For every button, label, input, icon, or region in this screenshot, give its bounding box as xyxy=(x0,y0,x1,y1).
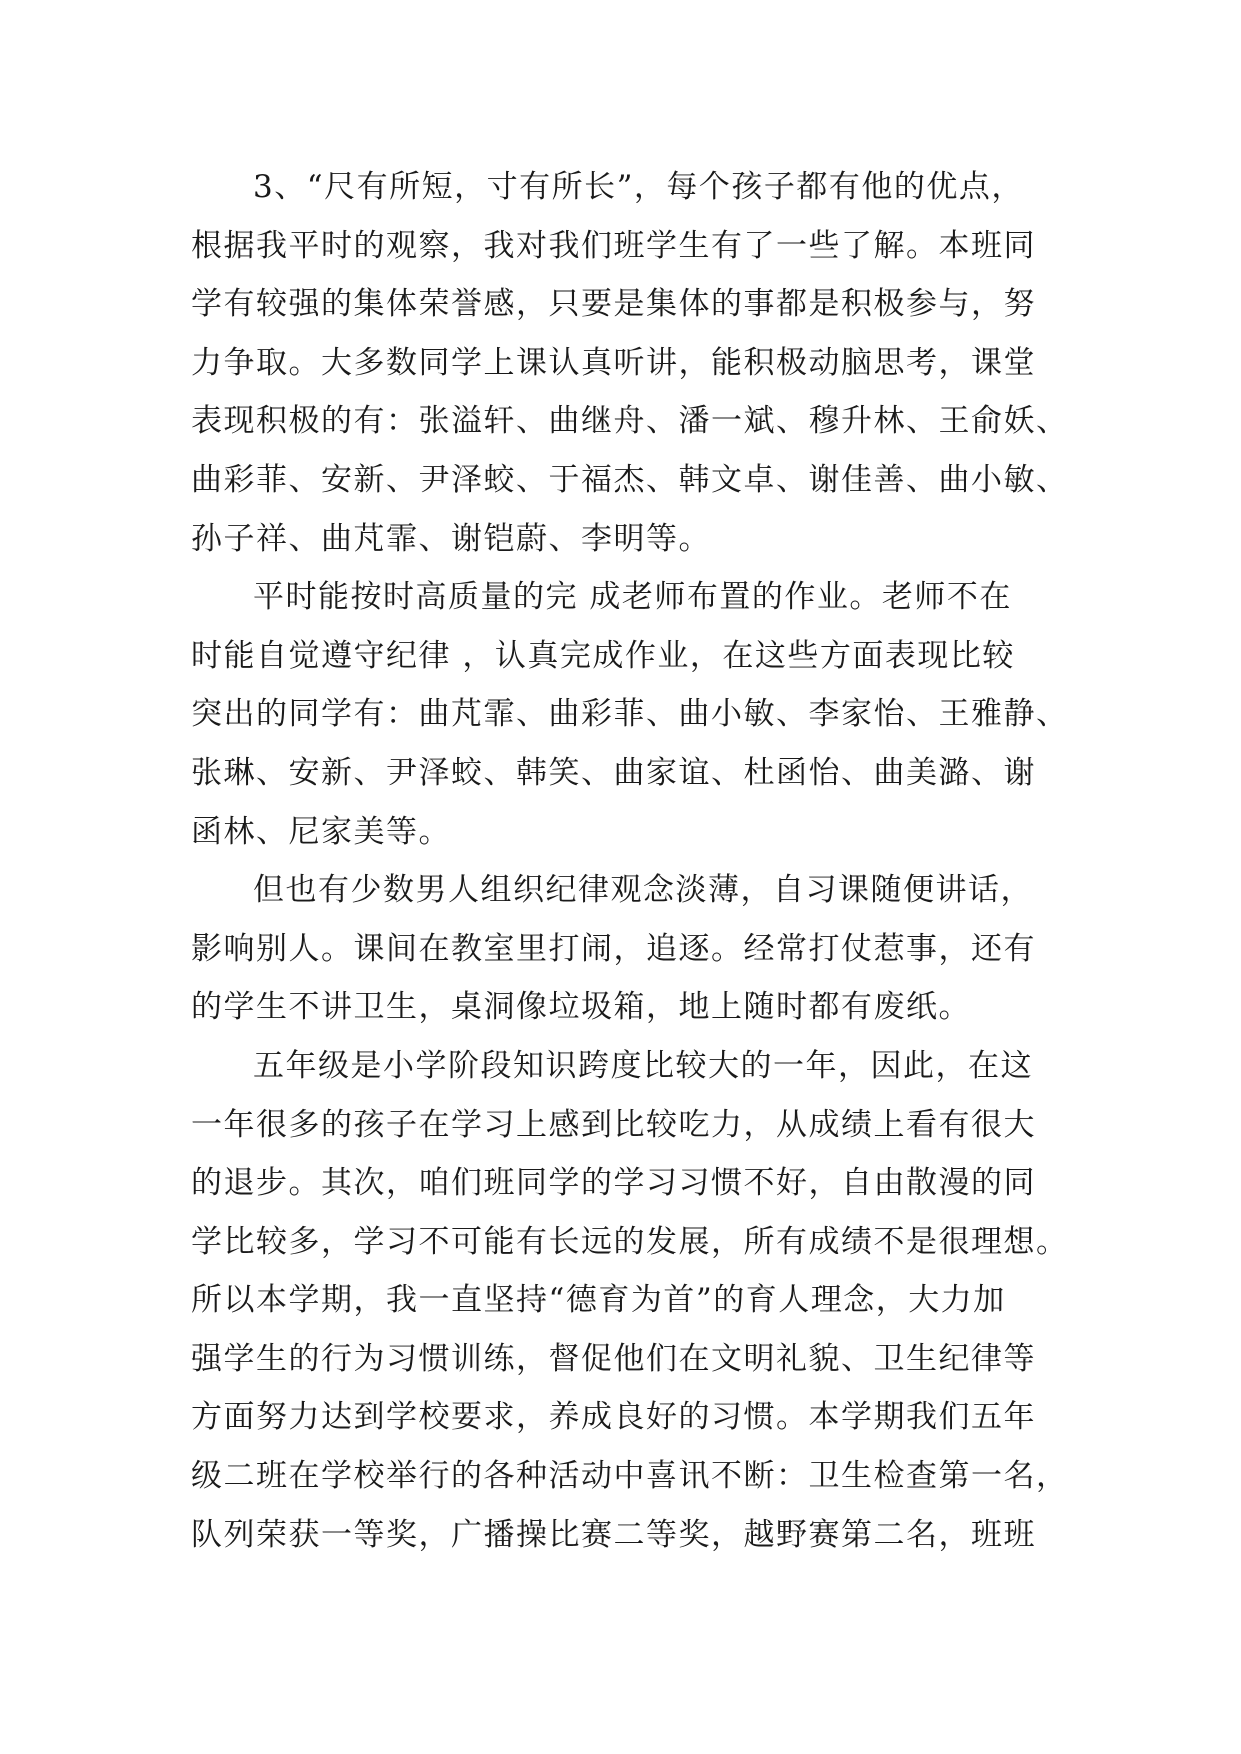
paragraph-first-line: 3、“尺有所短，寸有所长”，每个孩子都有他的优点， xyxy=(253,169,1024,205)
text-line: 影响别人。课间在教室里打闹，追逐。经常打仗惹事，还有 xyxy=(191,930,1036,967)
text-line: 学比较多，学习不可能有长远的发展，所有成绩不是很理想。 xyxy=(191,1223,1069,1260)
text-line: 学有较强的集体荣誉感，只要是集体的事都是积极参与，努 xyxy=(191,286,1036,323)
paragraph-first-line: 平时能按时高质量的完 成老师布置的作业。老师不在 xyxy=(253,579,1012,616)
text-line: 方面努力达到学校要求，养成良好的习惯。本学期我们五年 xyxy=(191,1399,1036,1436)
paragraph-first-line: 五年级是小学阶段知识跨度比较大的一年，因此，在这 xyxy=(253,1047,1033,1084)
text-line: 力争取。大多数同学上课认真听讲，能积极动脑思考，课堂 xyxy=(191,344,1036,381)
text-line: 张琳、安新、尹泽蛟、韩笑、曲家谊、杜函怡、曲美潞、谢 xyxy=(191,754,1036,791)
text-line: 的退步。其次，咱们班同学的学习习惯不好，自由散漫的同 xyxy=(191,1165,1036,1202)
text-line: 队列荣获一等奖，广播操比赛二等奖，越野赛第二名，班班 xyxy=(191,1516,1036,1553)
paragraph-first-line: 但也有少数男人组织纪律观念淡薄，自习课随便讲话， xyxy=(253,872,1033,909)
text-line: 函林、尼家美等。 xyxy=(191,813,451,850)
text-line: 所以本学期，我一直坚持“德育为首”的育人理念，大力加 xyxy=(191,1282,1006,1319)
text-line: 根据我平时的观察，我对我们班学生有了一些了解。本班同 xyxy=(191,227,1036,264)
text-line: 一年很多的孩子在学习上感到比较吃力，从成绩上看有很大 xyxy=(191,1106,1036,1143)
text-line: 孙子祥、曲芃霏、谢铠蔚、李明等。 xyxy=(191,520,711,557)
text-line: 表现积极的有：张溢轩、曲继舟、潘一斌、穆升林、王俞妖、 xyxy=(191,403,1069,440)
text-line: 曲彩菲、安新、尹泽蛟、于福杰、韩文卓、谢佳善、曲小敏、 xyxy=(191,461,1069,498)
text-line: 的学生不讲卫生，桌洞像垃圾箱，地上随时都有废纸。 xyxy=(191,989,971,1026)
body-text xyxy=(191,158,1069,1564)
text-line: 强学生的行为习惯训练，督促他们在文明礼貌、卫生纪律等 xyxy=(191,1340,1036,1377)
text-line: 级二班在学校举行的各种活动中喜讯不断：卫生检查第一名， xyxy=(191,1458,1069,1495)
text-line: 突出的同学有：曲芃霏、曲彩菲、曲小敏、李家怡、王雅静、 xyxy=(191,696,1069,733)
text-line: 时能自觉遵守纪律 ，认真完成作业，在这些方面表现比较 xyxy=(191,637,1015,674)
